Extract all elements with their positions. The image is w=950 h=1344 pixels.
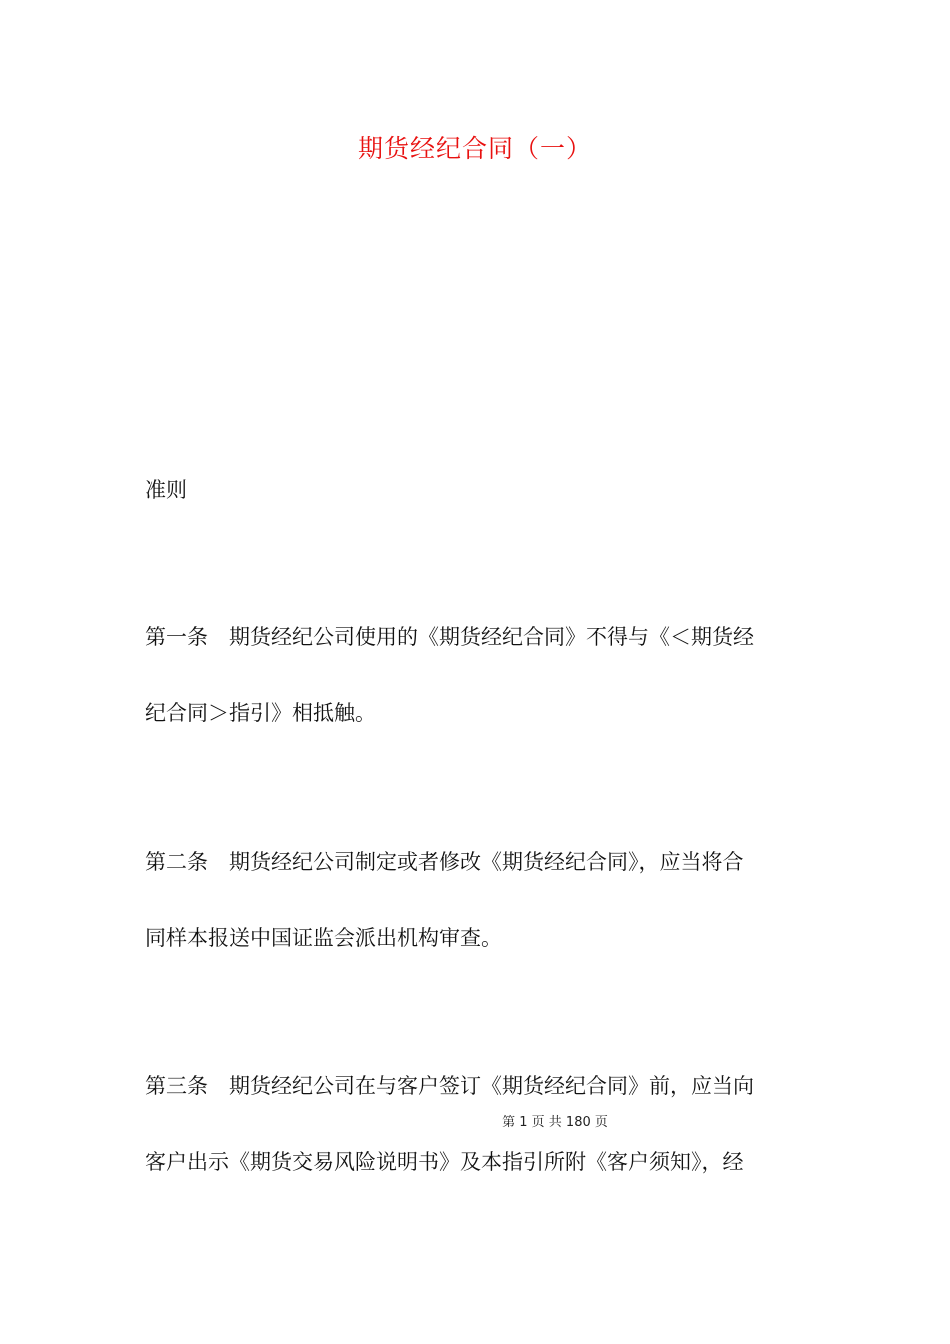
article-2-line-2: 同样本报送中国证监会派出机构审查。: [145, 926, 502, 950]
page-number-footer: 第 1 页 共 180 页: [502, 1115, 608, 1130]
section-heading: 准则: [145, 478, 187, 502]
document-title: 期货经纪合同（一）: [357, 134, 592, 163]
article-3-line-2: 客户出示《期货交易风险说明书》及本指引所附《客户须知》，经: [145, 1150, 744, 1174]
article-1-line-1: 第一条 期货经纪公司使用的《期货经纪合同》不得与《＜期货经: [145, 625, 754, 649]
article-2-line-1: 第二条 期货经纪公司制定或者修改《期货经纪合同》，应当将合: [145, 850, 744, 874]
article-3-line-1: 第三条 期货经纪公司在与客户签订《期货经纪合同》前，应当向: [145, 1074, 754, 1098]
article-1-line-2: 纪合同＞指引》相抵触。: [145, 701, 376, 725]
